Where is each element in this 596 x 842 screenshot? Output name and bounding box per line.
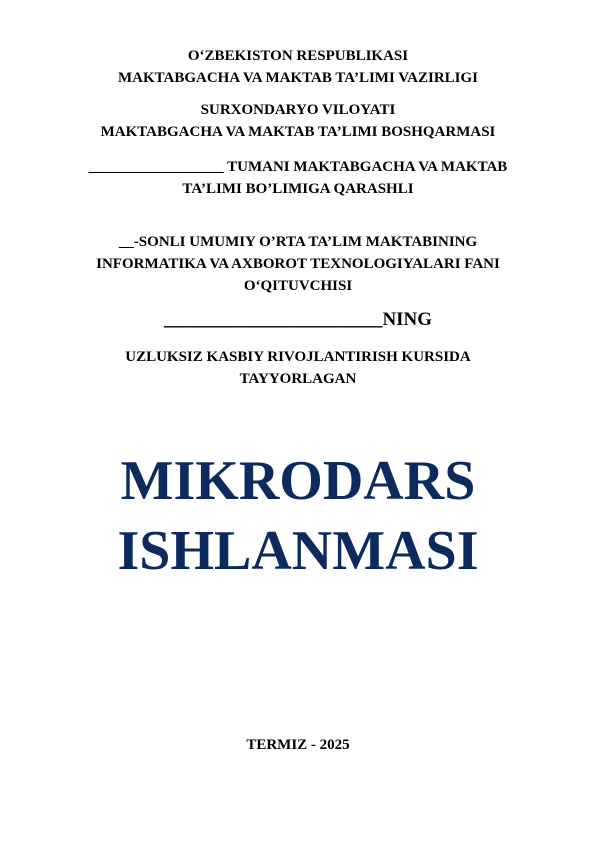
school-number-line: __-SONLI UMUMIY O’RTA TA’LIM MAKTABINING [118, 234, 478, 250]
teacher-name-blank: _______________________NING [163, 309, 433, 330]
document-title-line-1: MIKRODARS [120, 450, 476, 512]
ministry-name-line: MAKTABGACHA VA MAKTAB TA’LIMI VAZIRLIGI [117, 70, 479, 86]
region-name-line: SURXONDARYO VILOYATI [200, 102, 396, 118]
course-line: UZLUKSIZ KASBIY RIVOJLANTIRISH KURSIDA [125, 349, 471, 365]
document-title-line-2: ISHLANMASI [117, 520, 479, 582]
teacher-role-line: O‘QITUVCHISI [243, 278, 353, 294]
prepared-line: TAYYORLAGAN [239, 371, 357, 387]
district-department-line: TA’LIMI BO’LIMIGA QARASHLI [182, 181, 414, 197]
region-department-line: MAKTABGACHA VA MAKTAB TA’LIMI BOSHQARMASI [100, 124, 496, 140]
subject-line: INFORMATIKA VA AXBOROT TEXNOLOGIYALARI FANI [96, 256, 500, 272]
place-year-footer: TERMIZ - 2025 [246, 737, 350, 753]
ministry-country-line: O‘ZBEKISTON RESPUBLIKASI [187, 48, 409, 64]
district-line: __________________ TUMANI MAKTABGACHA VA MAKTAB [88, 159, 508, 175]
